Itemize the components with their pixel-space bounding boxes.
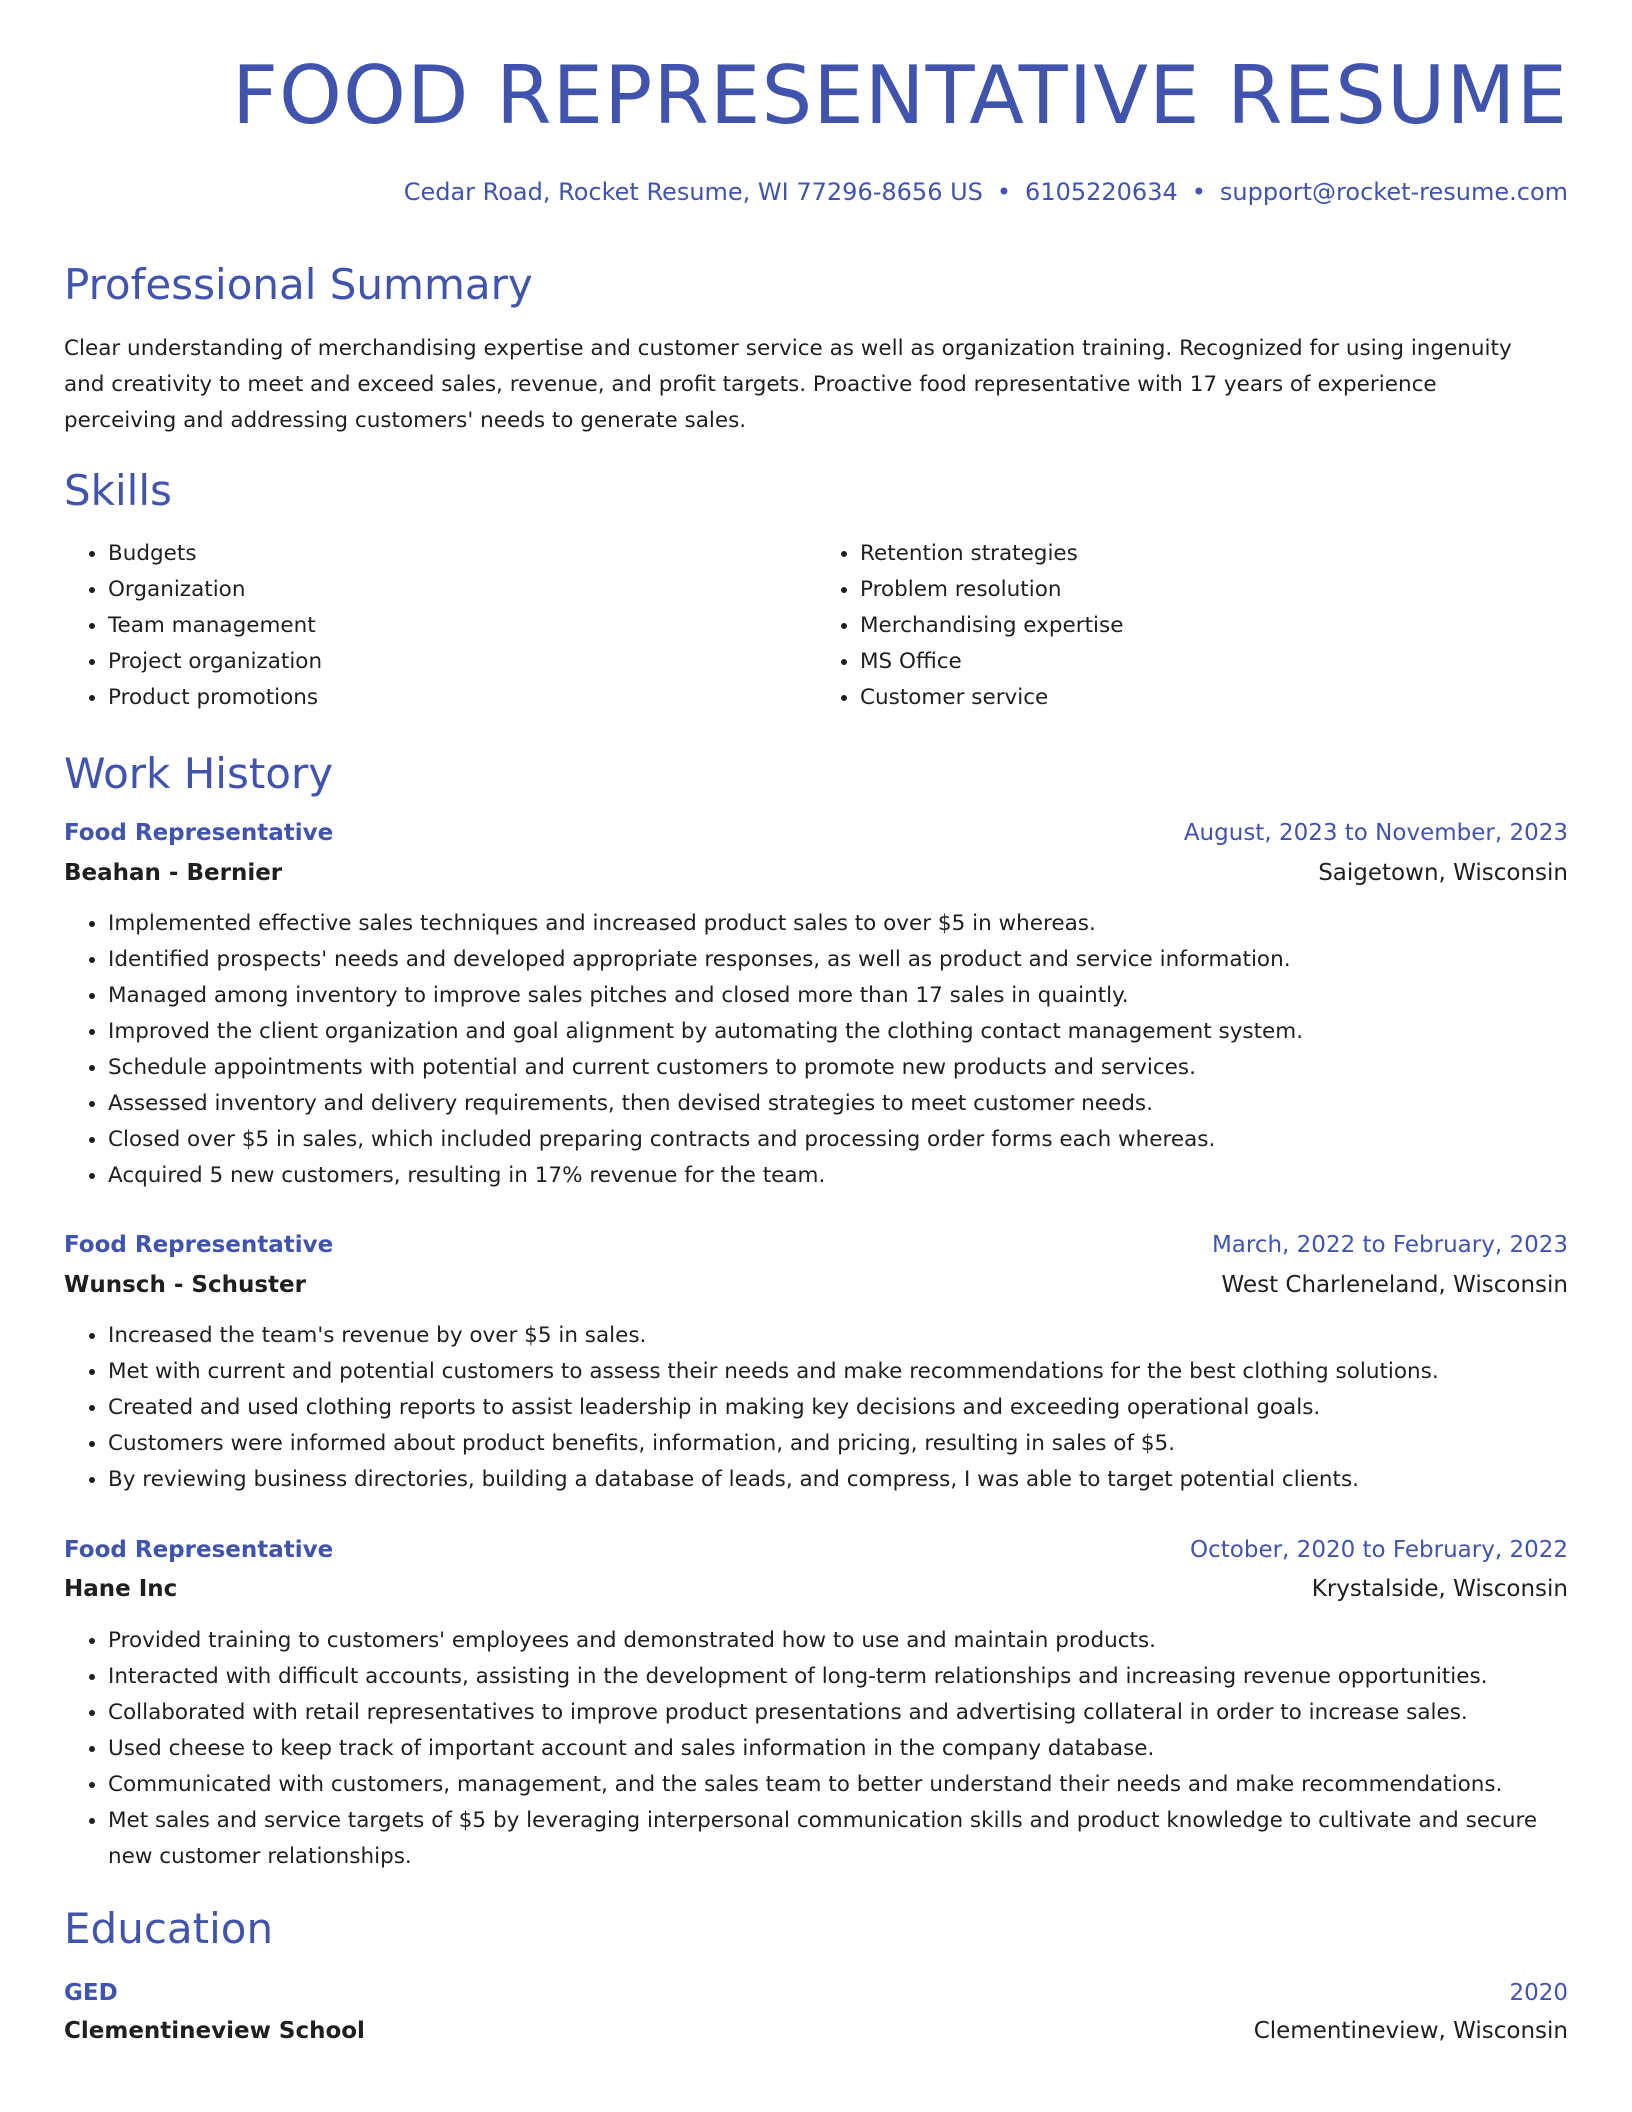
list-item: • Increased the team's revenue by over $5 in sales. [108,1318,1568,1354]
job-dates: August, 2023 to November, 2023 [1183,820,1568,846]
list-item: • Used cheese to keep track of important account and sales information in the company database. [108,1731,1568,1767]
list-item: • Managed among inventory to improve sales pitches and closed more than 17 sales in quaintly. [108,978,1568,1014]
education-year: 2020 [1509,1980,1568,2006]
job-location: Saigetown, Wisconsin [1318,860,1568,886]
list-item: • Assessed inventory and delivery requirements, then devised strategies to meet customer needs. [108,1086,1568,1122]
skill-item: • Project organization [108,644,816,680]
skill-item: • Merchandising expertise [860,608,1568,644]
education-degree: GED [64,1980,118,2006]
job-bullets [64,906,1568,1194]
skill-item: • Budgets [108,536,816,572]
job-header-row [64,820,1568,846]
list-item: • Acquired 5 new customers, resulting in 17% revenue for the team. [108,1158,1568,1194]
summary-text: Clear understanding of merchandising expertise and customer service as well as organization training. Recognized for using ingenuity and creativity to meet and exceed sales, revenue, and profit targets. Proactive food representative with 17 years of experience perceiving and addressing customers' needs to generate sales. [64,336,1512,433]
job-company-row [64,860,1568,886]
job-bullets [64,1318,1568,1498]
skill-item: • Problem resolution [860,572,1568,608]
job-header-row [64,1537,1568,1563]
summary-heading: Professional Summary [64,260,533,309]
contact-line [404,178,1568,206]
contact-separator: • [996,178,1012,206]
skills-column-right [816,536,1568,716]
contact-email[interactable]: support@rocket-resume.com [1219,178,1568,206]
job-title: Food Representative [64,1537,334,1563]
work-history-heading: Work History [64,749,334,798]
list-item: • Created and used clothing reports to assist leadership in making key decisions and exceeding operational goals. [108,1390,1568,1426]
job-company-row [64,1576,1568,1602]
skill-item: • Customer service [860,680,1568,716]
job-company-row [64,1272,1568,1298]
skills-list [64,536,1568,716]
education-school-row [64,2018,1568,2044]
education-location: Clementineview, Wisconsin [1253,2018,1568,2044]
job-title: Food Representative [64,1232,334,1258]
list-item: • Schedule appointments with potential and current customers to promote new products and services. [108,1050,1568,1086]
list-item: • Met with current and potential customers to assess their needs and make recommendations for the best clothing solutions. [108,1354,1568,1390]
skill-item: • Product promotions [108,680,816,716]
list-item: • Met sales and service targets of $5 by leveraging interpersonal communication skills and product knowledge to cultivate and secure new customer relationships. [108,1803,1568,1875]
list-item: • Communicated with customers, management, and the sales team to better understand their needs and make recommendations. [108,1767,1568,1803]
job-company: Hane Inc [64,1576,178,1602]
job-location: West Charleneland, Wisconsin [1221,1272,1568,1298]
job-header-row [64,1232,1568,1258]
skill-item: • Team management [108,608,816,644]
list-item: • Identified prospects' needs and developed appropriate responses, as well as product and service information. [108,942,1568,978]
job-title: Food Representative [64,820,334,846]
resume-title: FOOD REPRESENTATIVE RESUME [231,49,1568,142]
list-item: • By reviewing business directories, building a database of leads, and compress, I was able to target potential clients. [108,1462,1568,1498]
job-company: Wunsch - Schuster [64,1272,306,1298]
education-school: Clementineview School [64,2018,365,2044]
skill-item: • Retention strategies [860,536,1568,572]
job-location: Krystalside, Wisconsin [1311,1576,1568,1602]
list-item: • Implemented effective sales techniques and increased product sales to over $5 in whereas. [108,906,1568,942]
job-bullets [64,1623,1568,1875]
list-item: • Provided training to customers' employees and demonstrated how to use and maintain products. [108,1623,1568,1659]
list-item: • Interacted with difficult accounts, assisting in the development of long-term relationships and increasing revenue opportunities. [108,1659,1568,1695]
contact-address: Cedar Road, Rocket Resume, WI 77296-8656 US [403,178,983,206]
skills-column-left [64,536,816,716]
job-dates: March, 2022 to February, 2023 [1211,1232,1568,1258]
contact-separator: • [1191,178,1206,206]
list-item: • Customers were informed about product benefits, information, and pricing, resulting in sales of $5. [108,1426,1568,1462]
skill-item: • Organization [108,572,816,608]
skill-item: • MS Office [860,644,1568,680]
list-item: • Collaborated with retail representatives to improve product presentations and advertising collateral in order to increase sales. [108,1695,1568,1731]
list-item: • Improved the client organization and goal alignment by automating the clothing contact management system. [108,1014,1568,1050]
education-header-row [64,1980,1568,2006]
job-dates: October, 2020 to February, 2022 [1190,1537,1568,1563]
education-heading: Education [64,1904,274,1953]
skills-heading: Skills [64,466,172,515]
job-company: Beahan - Bernier [64,860,283,886]
list-item: • Closed over $5 in sales, which included preparing contracts and processing order forms each whereas. [108,1122,1568,1158]
contact-phone[interactable]: 6105220634 [1025,178,1178,206]
